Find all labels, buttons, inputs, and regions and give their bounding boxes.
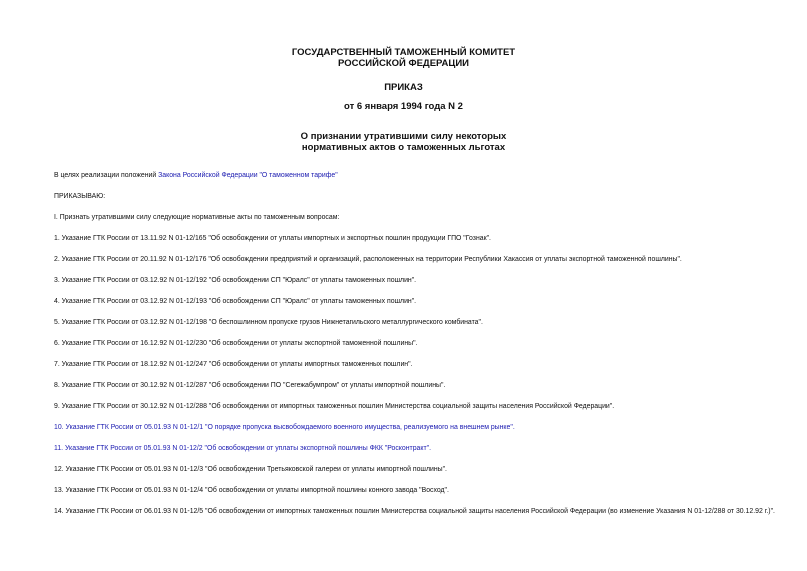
list-item: 2. Указание ГТК России от 20.11.92 N 01-12/176 "Об освобождении предприятий и организаций, расположенных на территории Республики Хакассия от уплаты экспортной таможенной пошлины". bbox=[54, 256, 682, 263]
document-type: ПРИКАЗ bbox=[384, 82, 423, 93]
list-item-11 bbox=[54, 445, 431, 454]
list-item-14: 14. Указание ГТК России от 06.01.93 N 01-12/5 "Об освобождении от импортных таможенных пошлин Министерства социальной защиты населения Российской Федерации (во изменение Указания N 01-12/288 от 30.12.92 г.)". bbox=[54, 508, 775, 515]
list-item: 1. Указание ГТК России от 13.11.92 N 01-12/165 "Об освобождении от уплаты импортных и экспортных пошлин продукции ГПО "Гознак". bbox=[54, 235, 491, 242]
list-item: 6. Указание ГТК России от 16.12.92 N 01-12/230 "Об освобождении от уплаты экспортной таможенной пошлины". bbox=[54, 340, 418, 347]
list-item: 4. Указание ГТК России от 03.12.92 N 01-12/193 "Об освобождении СП "Юралс" от уплаты таможенных пошлин". bbox=[54, 298, 417, 305]
item-10-prefix: 10. bbox=[54, 424, 66, 431]
list-item: 5. Указание ГТК России от 03.12.92 N 01-12/198 "О беспошлинном пропуске грузов Нижнетагильского металлургического комбината". bbox=[54, 319, 483, 326]
issuer-line-2: РОССИЙСКОЙ ФЕДЕРАЦИИ bbox=[337, 58, 469, 69]
law-link[interactable]: Закона Российской Федерации "О таможенном тарифе" bbox=[158, 172, 338, 179]
order-word: ПРИКАЗЫВАЮ: bbox=[54, 193, 106, 200]
document-subject bbox=[0, 131, 807, 153]
list-item: 7. Указание ГТК России от 18.12.92 N 01-12/247 "Об освобождении от уплаты импортных таможенных пошлин". bbox=[54, 361, 413, 368]
list-item-12: 12. Указание ГТК России от 05.01.93 N 01-12/3 "Об освобождении Третьяковской галереи от уплаты импортной пошлины". bbox=[54, 466, 447, 473]
subject-line-2: нормативных актов о таможенных льготах bbox=[301, 142, 506, 153]
item-11-suffix: . bbox=[429, 445, 431, 452]
item-11-prefix: 11. bbox=[54, 445, 65, 452]
list-item-13: 13. Указание ГТК России от 05.01.93 N 01-12/4 "Об освобождении от уплаты импортной пошлины конного завода "Восход". bbox=[54, 487, 449, 494]
intro-paragraph bbox=[54, 172, 338, 181]
intro-prefix: В целях реализации положений bbox=[54, 172, 159, 179]
issuer-line-1: ГОСУДАРСТВЕННЫЙ ТАМОЖЕННЫЙ КОМИТЕТ bbox=[291, 47, 516, 58]
issuer-heading bbox=[0, 47, 807, 69]
item-10-suffix: . bbox=[512, 424, 515, 431]
item-11-link[interactable]: Указание ГТК России от 05.01.93 N 01-12/2 "Об освобождении от уплаты экспортной пошлины ФКК "Росконтракт" bbox=[64, 445, 430, 452]
item-10-link[interactable]: Указание ГТК России от 05.01.93 N 01-12/1 "О порядке пропуска высвобождаемого военного имущества, реализуемого на внешнем рынке" bbox=[65, 424, 513, 431]
document-date-number: от 6 января 1994 года N 2 bbox=[344, 101, 463, 112]
list-item: 9. Указание ГТК России от 30.12.92 N 01-12/288 "Об освобождении от импортных таможенных пошлин Министерства социальной защиты населения Российской Федерации". bbox=[54, 403, 615, 410]
list-item: 3. Указание ГТК России от 03.12.92 N 01-12/192 "Об освобождении СП "Юралс" от уплаты таможенных пошлин". bbox=[54, 277, 417, 284]
list-item-10 bbox=[54, 424, 515, 433]
subject-line-1: О признании утратившими силу некоторых bbox=[300, 131, 507, 142]
section-1-heading: I. Признать утратившими силу следующие нормативные акты по таможенным вопросам: bbox=[54, 214, 340, 221]
list-item: 8. Указание ГТК России от 30.12.92 N 01-12/287 "Об освобождении ПО "Сегежабумпром" от уплаты импортной пошлины". bbox=[54, 382, 446, 389]
